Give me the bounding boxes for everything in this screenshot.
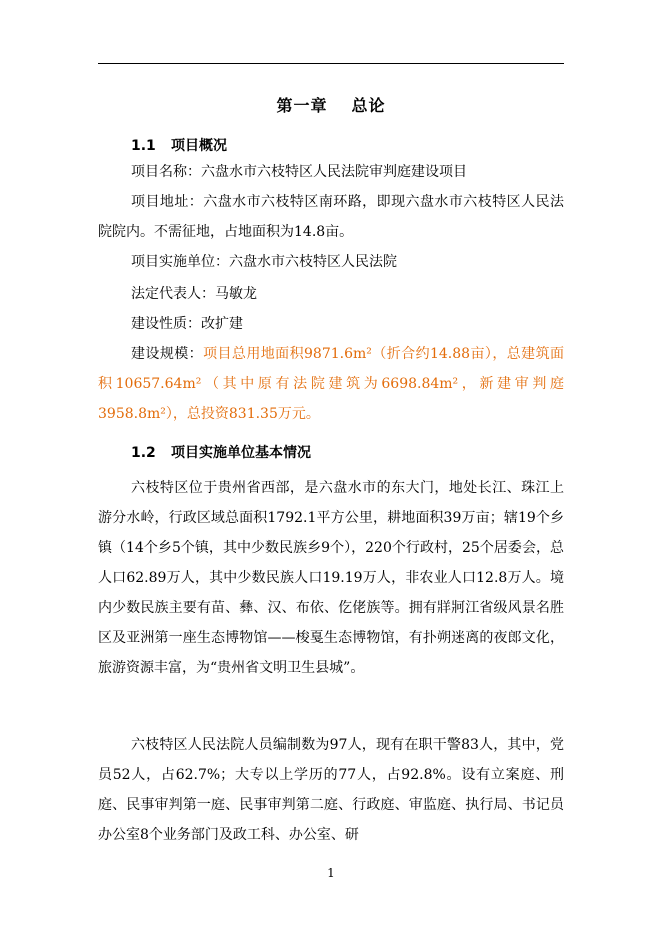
- project-address: 项目地址：六盘水市六枝特区南环路，即现六盘水市六枝特区人民法院院内。不需征地，占地面积为14.8亩。: [98, 194, 564, 240]
- section-1-number: 1.1: [131, 138, 156, 154]
- project-unit: 项目实施单位：六盘水市六枝特区人民法院: [131, 254, 397, 270]
- section-2-title: 项目实施单位基本情况: [171, 445, 311, 461]
- header-rule: [98, 63, 564, 64]
- section-1-heading: [131, 135, 227, 155]
- chapter-title: [0, 93, 662, 116]
- construction-scale-label: 建设规模：: [131, 346, 204, 362]
- section-1-title: 项目概况: [171, 138, 227, 154]
- section-2-heading: [131, 442, 311, 462]
- court-paragraph: 六枝特区人民法院人员编制数为97人，现有在职干警83人，其中，党员52人，占62.7%；大专以上学历的77人，占92.8%。设有立案庭、刑庭、民事审判第一庭、民事审判第二庭、行政庭、审监庭、执行局、书记员办公室8个业务部门及政工科、办公室、研: [98, 737, 564, 843]
- project-name: 项目名称：六盘水市六枝特区人民法院审判庭建设项目: [131, 164, 467, 180]
- chapter-name: 总论: [351, 96, 386, 115]
- legal-representative: 法定代表人：马敏龙: [131, 286, 257, 302]
- construction-scale-text: 项目总用地面积9871.6m²（折合约14.88亩），总建筑面积10657.64m²（其中原有法院建筑为6698.84m²，新建审判庭3958.8m²），总投资831.35万元。: [98, 346, 564, 422]
- section-2-number: 1.2: [131, 445, 156, 461]
- construction-scale: [98, 339, 564, 429]
- page-number: 1: [327, 866, 335, 880]
- district-paragraph: 六枝特区位于贵州省西部，是六盘水市的东大门，地处长江、珠江上游分水岭，行政区域总面积1792.1平方公里，耕地面积39万亩；辖19个乡镇（14个乡5个镇，其中少数民族乡9个），220个行政村，25个居委会，总人口62.89万人，其中少数民族人口19.19万人，非农业人口12.8万人。境内少数民族主要有苗、彝、汉、布依、仡佬族等。拥有牂牁江省级风景名胜区及亚洲第一座生态博物馆——梭戛生态博物馆，有扑朔迷离的夜郎文化，旅游资源丰富，为“贵州省文明卫生县城”。: [98, 480, 564, 676]
- construction-nature: 建设性质：改扩建: [131, 316, 243, 332]
- chapter-number: 第一章: [276, 96, 328, 115]
